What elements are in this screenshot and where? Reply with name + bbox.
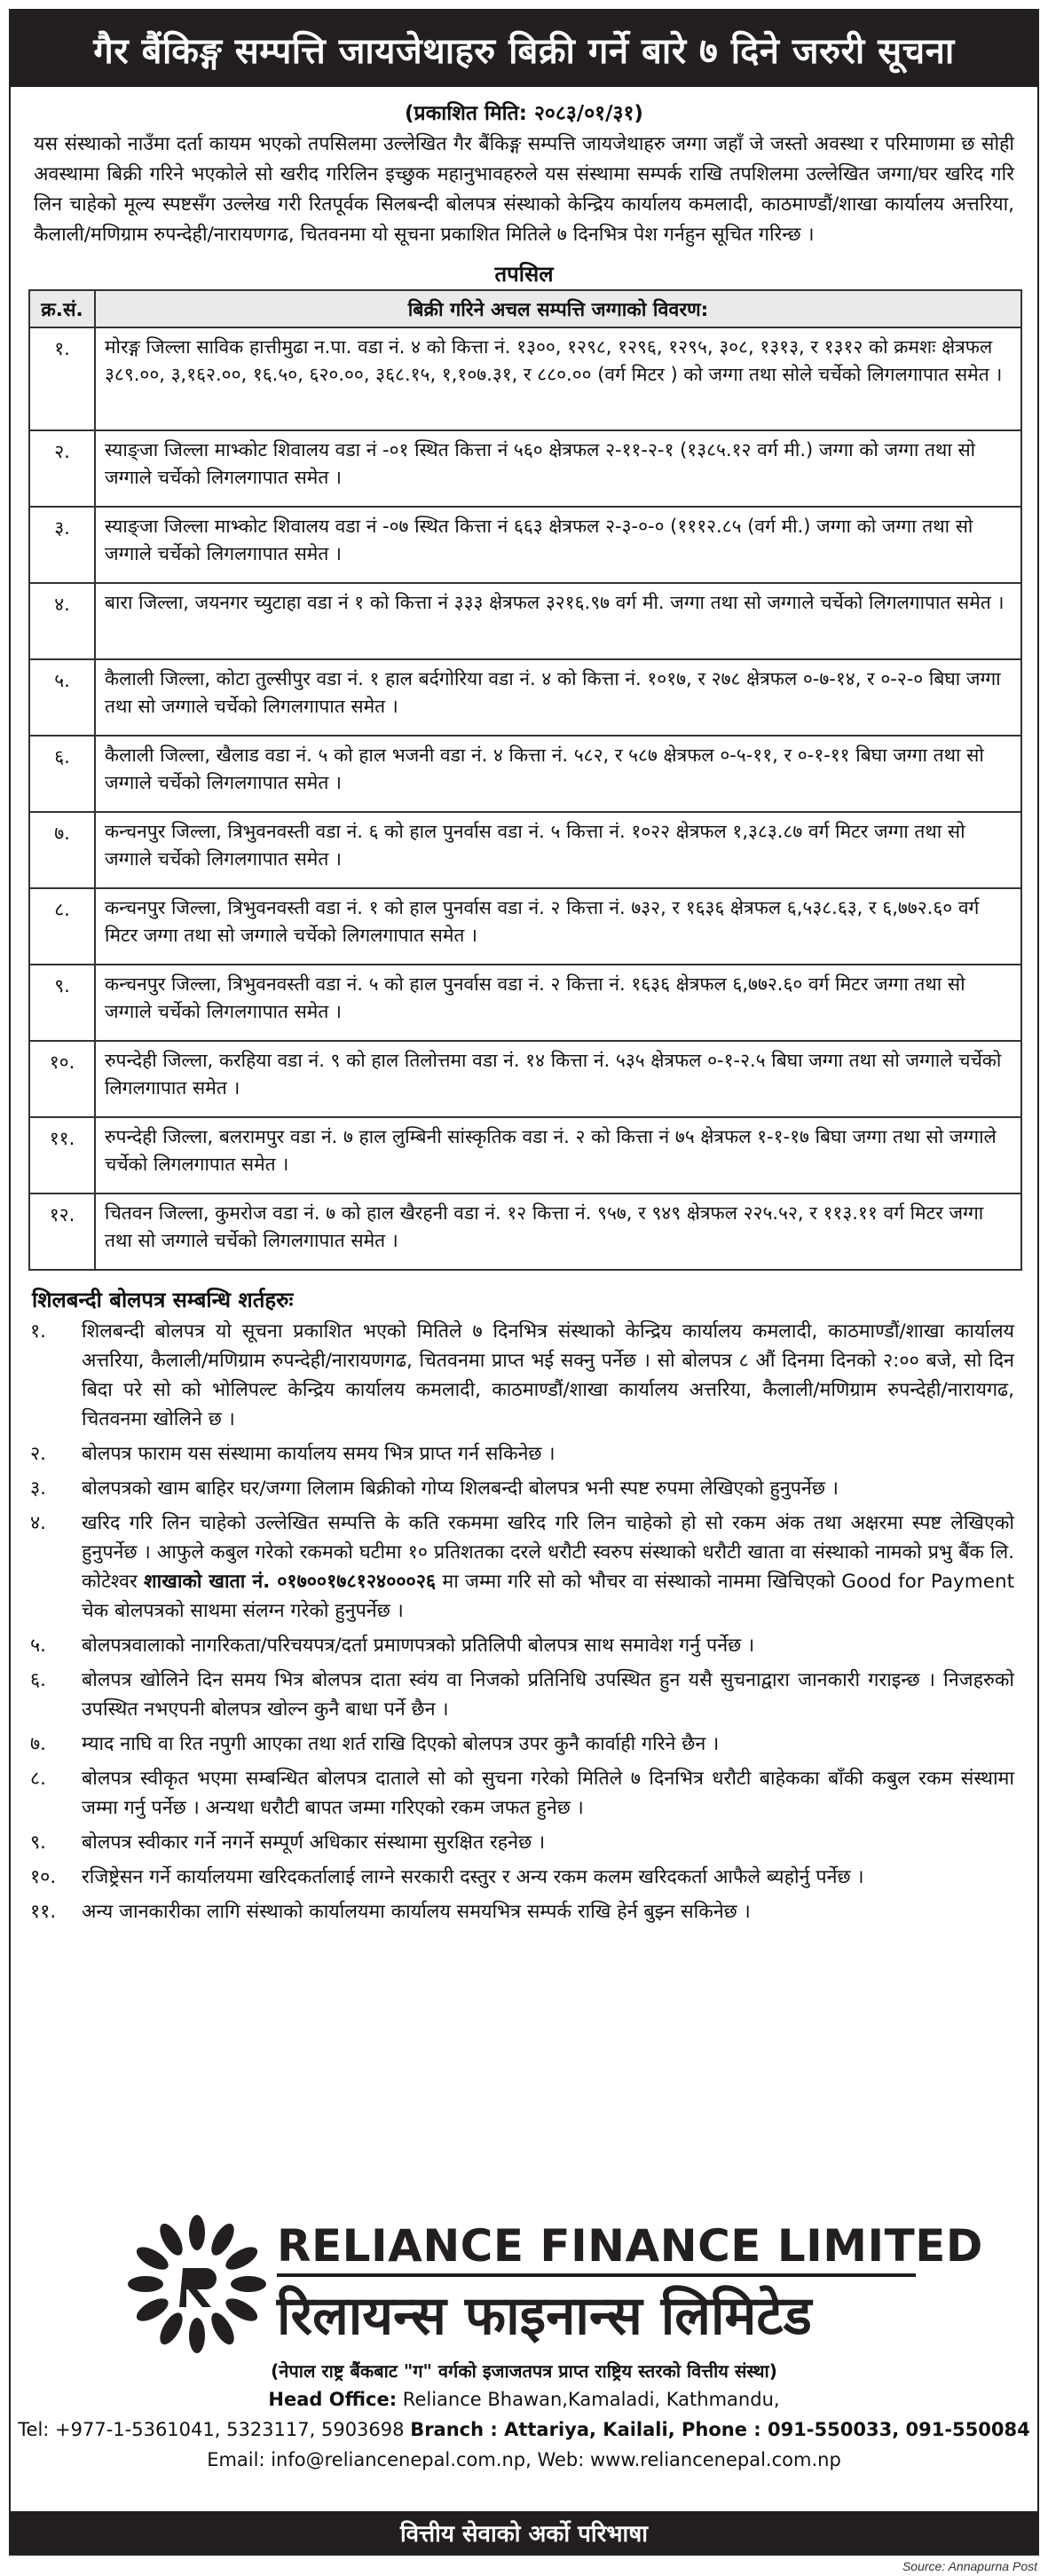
term-number: ३. bbox=[30, 1477, 47, 1500]
company-tagline: (नेपाल राष्ट्र बैंकबाट "ग" वर्गको इजाजतपत्र प्राप्त राष्ट्रिय स्तरको वित्तीय संस्था) bbox=[271, 2360, 777, 2382]
term-item bbox=[30, 1631, 1014, 1660]
company-footer bbox=[11, 2213, 1037, 2479]
email-web: Email: info@reliancenepal.com.np, Web: www.reliancenepal.com.np bbox=[207, 2449, 841, 2470]
notice-frame bbox=[9, 9, 1039, 2556]
table-row bbox=[29, 430, 1021, 507]
row-serial: १. bbox=[29, 327, 95, 430]
company-name-nepali: रिलायन्स फाइनान्स लिमिटेड bbox=[277, 2285, 812, 2347]
term-text: बोलपत्र स्वीकार गर्ने नगर्ने सम्पूर्ण अधिकार संस्थामा सुरक्षित रहनेछ । bbox=[82, 1832, 546, 1854]
term-item bbox=[30, 1317, 1014, 1434]
row-serial: ३. bbox=[29, 507, 95, 583]
term-number: ४. bbox=[30, 1512, 47, 1534]
row-description: कैलाली जिल्ला, कोटा तुल्सीपुर वडा नं. १ हाल बर्दगोरिया वडा नं. ४ को कित्ता नं. १०१७, र २७८ क्षेत्रफल ०-७-१४, र ०-२-० बिघा जग्गा तथा सो जग्गाले चर्चेको लिगलगापात समेत । bbox=[95, 659, 1021, 736]
term-number: ९. bbox=[30, 1832, 47, 1854]
row-serial: ७. bbox=[29, 812, 95, 888]
intro-paragraph: यस संस्थाको नाउँमा दर्ता कायम भएको तपसिलमा उल्लेखित गैर बैंकिङ्ग सम्पत्ति जायजेथाहरु जग्गा जहाँ जे जस्तो अवस्था र परिमाणमा छ सोही अवस्थामा बिक्री गरिने भएकोले सो खरीद गरिलिन इच्छुक महानुभावहरुले यस संस्थामा सम्पर्क राखि तपशिलमा उल्लेखित जग्गा/घर खरिद गरि लिन चाहेको मूल्य स्पष्टसँग उल्लेख गरी रितपूर्वक सिलबन्दी बोलपत्र संस्थाको केन्द्रिय कार्यालय कमलादी, काठमाण्डौं/शाखा कार्यालय अत्तरिया, कैलाली/मणिग्राम रुपन्देही/नारायणगढ, चितवनमा यो सूचना प्रकाशित मितिले ७ दिनभित्र पेश गर्नहुन सूचित गरिन्छ । bbox=[34, 133, 1014, 246]
branch-info: Branch : Attariya, Kailali, Phone : 091-550033, 091-550084 bbox=[410, 2419, 1030, 2440]
terms-title: शिलबन्दी बोलपत्र सम्बन्धि शर्तहरुः bbox=[32, 1288, 294, 1312]
term-item bbox=[30, 1474, 1014, 1503]
head-office bbox=[11, 2389, 1037, 2410]
row-description: रुपन्देही जिल्ला, बलरामपुर वडा नं. ७ हाल लुम्बिनी सांस्कृतिक वडा नं. २ को कित्ता नं ७५ क्षेत्रफल १-१-१७ बिघा जग्गा तथा सो जग्गाले चर्चेको लिगलगापात समेत । bbox=[95, 1117, 1021, 1193]
table-row bbox=[29, 812, 1021, 888]
term-text bbox=[82, 1509, 1014, 1626]
table-row bbox=[29, 1117, 1021, 1193]
table-row bbox=[29, 327, 1021, 430]
notice-title: गैर बैंकिङ्ग सम्पत्ति जायजेथाहरु बिक्री गर्ने बारे ७ दिने जरुरी सूचना bbox=[11, 11, 1037, 87]
term-item bbox=[30, 1666, 1014, 1724]
row-description: स्याङ्जा जिल्ला माभ्कोट शिवालय वडा नं -०१ स्थित कित्ता नं ५६० क्षेत्रफल २-११-२-१ (१३८५.१२ वर्ग मी.) जग्गा को जग्गा तथा सो जग्गाले चर्चेको लिगलगापात समेत । bbox=[95, 430, 1021, 507]
term-item bbox=[30, 1863, 1014, 1892]
term-item bbox=[30, 1764, 1014, 1823]
col-description-header: बिक्री गरिने अचल सम्पत्ति जग्गाको विवरण: bbox=[95, 290, 1021, 327]
term-number: ११. bbox=[30, 1901, 57, 1923]
row-serial: ५. bbox=[29, 659, 95, 736]
source-credit: Source: Annapurna Post bbox=[902, 2559, 1037, 2573]
table-body bbox=[29, 327, 1021, 1270]
row-description: कैलाली जिल्ला, खैलाड वडा नं. ५ को हाल भजनी वडा नं. ४ कित्ता नं. ५८२, र ५८७ क्षेत्रफल ०-५-११, र ०-१-११ बिघा जग्गा तथा सो जग्गाले चर्चेको लिगलगापात समेत । bbox=[95, 736, 1021, 812]
head-office-address: Reliance Bhawan,Kamaladi, Kathmandu, bbox=[397, 2389, 780, 2410]
table-row bbox=[29, 888, 1021, 965]
company-logo-icon bbox=[117, 2213, 277, 2355]
row-serial: १२. bbox=[29, 1193, 95, 1270]
row-description: स्याङ्जा जिल्ला माभ्कोट शिवालय वडा नं -०७ स्थित कित्ता नं ६६३ क्षेत्रफल २-३-०-० (१११२.८५ (वर्ग मी.) जग्गा को जग्गा तथा सो जग्गाले चर्चेको लिगलगापात समेत । bbox=[95, 507, 1021, 583]
table-row bbox=[29, 659, 1021, 736]
row-description: रुपन्देही जिल्ला, करहिया वडा नं. ९ को हाल तिलोत्तमा वडा नं. १४ कित्ता नं. ५३५ क्षेत्रफल ०-१-२.५ बिघा जग्गा तथा सो जग्गाले चर्चेको लिगलगापात समेत । bbox=[95, 1041, 1021, 1117]
account-number: शाखाको खाता नं. ०१७००१७८१२४०००२६ bbox=[144, 1571, 437, 1593]
term-item bbox=[30, 1509, 1014, 1626]
term-text: शिलबन्दी बोलपत्र यो सूचना प्रकाशित भएको मितिले ७ दिनभित्र संस्थाको केन्द्रिय कार्यालय कमलादी, काठमाण्डौं/शाखा कार्यालय अत्तरिया, कैलाली/मणिग्राम रुपन्देही/नारायणगढ, चितवनमा प्राप्त भई सक्नु पर्नेछ । सो बोलपत्र ८ औं दिनमा दिनको २:०० बजे, सो दिन बिदा परे सो को भोलिपल्ट केन्द्रिय कार्यालय कमलादी, काठमाण्डौं/शाखा कार्यालय अत्तरिया, कैलाली/मणिग्राम रुपन्देही/नारायगढ, चितवनमा खोलिने छ । bbox=[82, 1320, 1014, 1430]
property-table bbox=[28, 289, 1022, 1271]
row-serial: २. bbox=[29, 430, 95, 507]
row-serial: १०. bbox=[29, 1041, 95, 1117]
row-description: चितवन जिल्ला, कुमरोज वडा नं. ७ को हाल खैरहनी वडा नं. १२ कित्ता नं. ९५७, र ९४९ क्षेत्रफल २२५.५२, र ११३.११ वर्ग मिटर जग्गा तथा सो जग्गाले चर्चेको लिगलगापात समेत । bbox=[95, 1193, 1021, 1270]
term-text: बोलपत्र खोलिने दिन समय भित्र बोलपत्र दाता स्वंय वा निजको प्रतिनिधि उपस्थित हुन यसै सुचनाद्वारा जानकारी गराइन्छ । निजहरुको उपस्थित नभएपनी बोलपत्र खोल्न कुनै बाधा पर्ने छैन । bbox=[82, 1669, 1014, 1721]
table-row bbox=[29, 583, 1021, 659]
company-slogan: वित्तीय सेवाको अर्को परिभाषा bbox=[11, 2511, 1037, 2554]
term-number: १०. bbox=[30, 1866, 57, 1888]
contact-phones bbox=[11, 2419, 1037, 2440]
table-row bbox=[29, 1041, 1021, 1117]
term-item bbox=[30, 1439, 1014, 1469]
term-text-part: मा जम्मा गरि सो को भौचर वा संस्थाको नाममा खिचिएको Good for Payment चेक बोलपत्रको साथमा संलग्न गरेको हुनुपर्नेछ । bbox=[82, 1571, 1015, 1622]
term-text: बोलपत्रवालाको नागरिकता/परिचयपत्र/दर्ता प्रमाणपत्रको प्रतिलिपी बोलपत्र साथ समावेश गर्नु पर्नेछ । bbox=[82, 1635, 755, 1657]
row-serial: ६. bbox=[29, 736, 95, 812]
term-number: ६. bbox=[30, 1669, 47, 1691]
row-serial: ११. bbox=[29, 1117, 95, 1193]
term-number: ७. bbox=[30, 1733, 47, 1755]
term-text: बोलपत्र स्वीकृत भएमा सम्बन्धित बोलपत्र दाताले सो को सुचना गरेको मितिले ७ दिनभित्र धरौटी बाहेकका बाँकी कबुल रकम संस्थामा जम्मा गर्नु पर्नेछ । अन्यथा धरौटी बापत जम्मा गरिएको रकम जफत हुनेछ । bbox=[82, 1768, 1014, 1819]
table-row bbox=[29, 965, 1021, 1041]
row-serial: ८. bbox=[29, 888, 95, 965]
row-description: मोरङ्ग जिल्ला साविक हात्तीमुढा न.पा. वडा नं. ४ को कित्ता नं. १३००, १२९८, १२९६, १२९५, ३०८, १३१३, र १३१२ को क्रमशः क्षेत्रफल ३८९.००, ३,१६२.००, १६.५०, ६२०.००, ३६८.१५, १,१०७.३१, र ८८०.०० (वर्ग मिटर ) को जग्गा तथा सोले चर्चेको लिगलगापात समेत । bbox=[95, 327, 1021, 430]
head-office-label: Head Office: bbox=[268, 2389, 398, 2410]
term-item bbox=[30, 1729, 1014, 1759]
tel-label: Tel: bbox=[18, 2419, 56, 2440]
row-serial: ९. bbox=[29, 965, 95, 1041]
term-number: १. bbox=[30, 1320, 47, 1343]
term-number: ८. bbox=[30, 1768, 47, 1790]
term-text: बोलपत्र फाराम यस संस्थामा कार्यालय समय भित्र प्राप्त गर्न सकिनेछ । bbox=[82, 1443, 556, 1465]
term-text: म्याद नाघि वा रित नपुगी आएका तथा शर्त राखि दिएको बोलपत्र उपर कुनै कार्वाही गरिने छैन । bbox=[82, 1733, 720, 1755]
table-header-row bbox=[29, 290, 1021, 327]
published-date: (प्रकाशित मिति: २०८३/०१/३१) bbox=[405, 102, 643, 125]
term-text-part: खरिद गरि लिन चाहेको उल्लेखित सम्पत्ति के कति रकममा खरिद गरि लिन चाहेको हो सो रकम अंक तथा अक्षरमा स्पष्ट लेखिएको हुनुपर्नेछ । आफुले कबुल गरेको रकमको घटीमा १० प्रतिशतका दरले धरौटी स्वरुप संस्थाको धरौटी खाता वा संस्थाको नामको प्रभु बैंक लि. कोटेश्वर bbox=[82, 1512, 1014, 1593]
table-row bbox=[29, 736, 1021, 812]
schedule-heading: तपसिल bbox=[494, 262, 554, 287]
term-text: बोलपत्रको खाम बाहिर घर/जग्गा लिलाम बिक्रीको गोप्य शिलबन्दी बोलपत्र भनी स्पष्ट रुपमा लेखिएको हुनुपर्नेछ । bbox=[82, 1477, 839, 1500]
col-serial-header: क्र.सं. bbox=[29, 290, 95, 327]
term-text: अन्य जानकारीका लागि संस्थाको कार्यालयमा कार्यालय समयभित्र सम्पर्क राखि हेर्न बुझ्न सकिनेछ । bbox=[82, 1901, 751, 1923]
term-number: २. bbox=[30, 1443, 47, 1465]
row-description: बारा जिल्ला, जयनगर च्युटाहा वडा नं १ को कित्ता नं ३३३ क्षेत्रफल ३२१६.९७ वर्ग मी. जग्गा तथा सो जग्गाले चर्चेको लिगलगापात समेत । bbox=[95, 583, 1021, 659]
term-text: रजिष्ट्रेसन गर्ने कार्यालयमा खरिदकर्तालाई लाग्ने सरकारी दस्तुर र अन्य रकम कलम खरिदकर्ता आफैले ब्यहोर्नु पर्नेछ । bbox=[82, 1866, 864, 1888]
table-row bbox=[29, 1193, 1021, 1270]
table-row bbox=[29, 507, 1021, 583]
term-number: ५. bbox=[30, 1635, 47, 1657]
row-description: कन्चनपुर जिल्ला, त्रिभुवनवस्ती वडा नं. १ को हाल पुनर्वास वडा नं. २ कित्ता नं. ७३२, र १६३६ क्षेत्रफल ६,५३८.६३, र ६,७७२.६० वर्ग मिटर जग्गा तथा सो जग्गाले चर्चेको लिगलगापात समेत । bbox=[95, 888, 1021, 965]
company-name-english: RELIANCE FINANCE LIMITED bbox=[277, 2220, 983, 2272]
terms-list bbox=[11, 1317, 1037, 1926]
term-item bbox=[30, 1828, 1014, 1857]
row-description: कन्चनपुर जिल्ला, त्रिभुवनवस्ती वडा नं. ५ को हाल पुनर्वास वडा नं. २ कित्ता नं. १६३६ क्षेत्रफल ६,७७२.६० वर्ग मिटर जग्गा तथा सो जग्गाले चर्चेको लिगलगापात समेत । bbox=[95, 965, 1021, 1041]
row-description: कन्चनपुर जिल्ला, त्रिभुवनवस्ती वडा नं. ६ को हाल पुनर्वास वडा नं. ५ कित्ता नं. १०२२ क्षेत्रफल १,३८३.८७ वर्ग मिटर जग्गा तथा सो जग्गाले चर्चेको लिगलगापात समेत । bbox=[95, 812, 1021, 888]
tel-numbers: +977-1-5361041, 5323117, 5903698 bbox=[55, 2419, 411, 2440]
term-item bbox=[30, 1897, 1014, 1926]
row-serial: ४. bbox=[29, 583, 95, 659]
